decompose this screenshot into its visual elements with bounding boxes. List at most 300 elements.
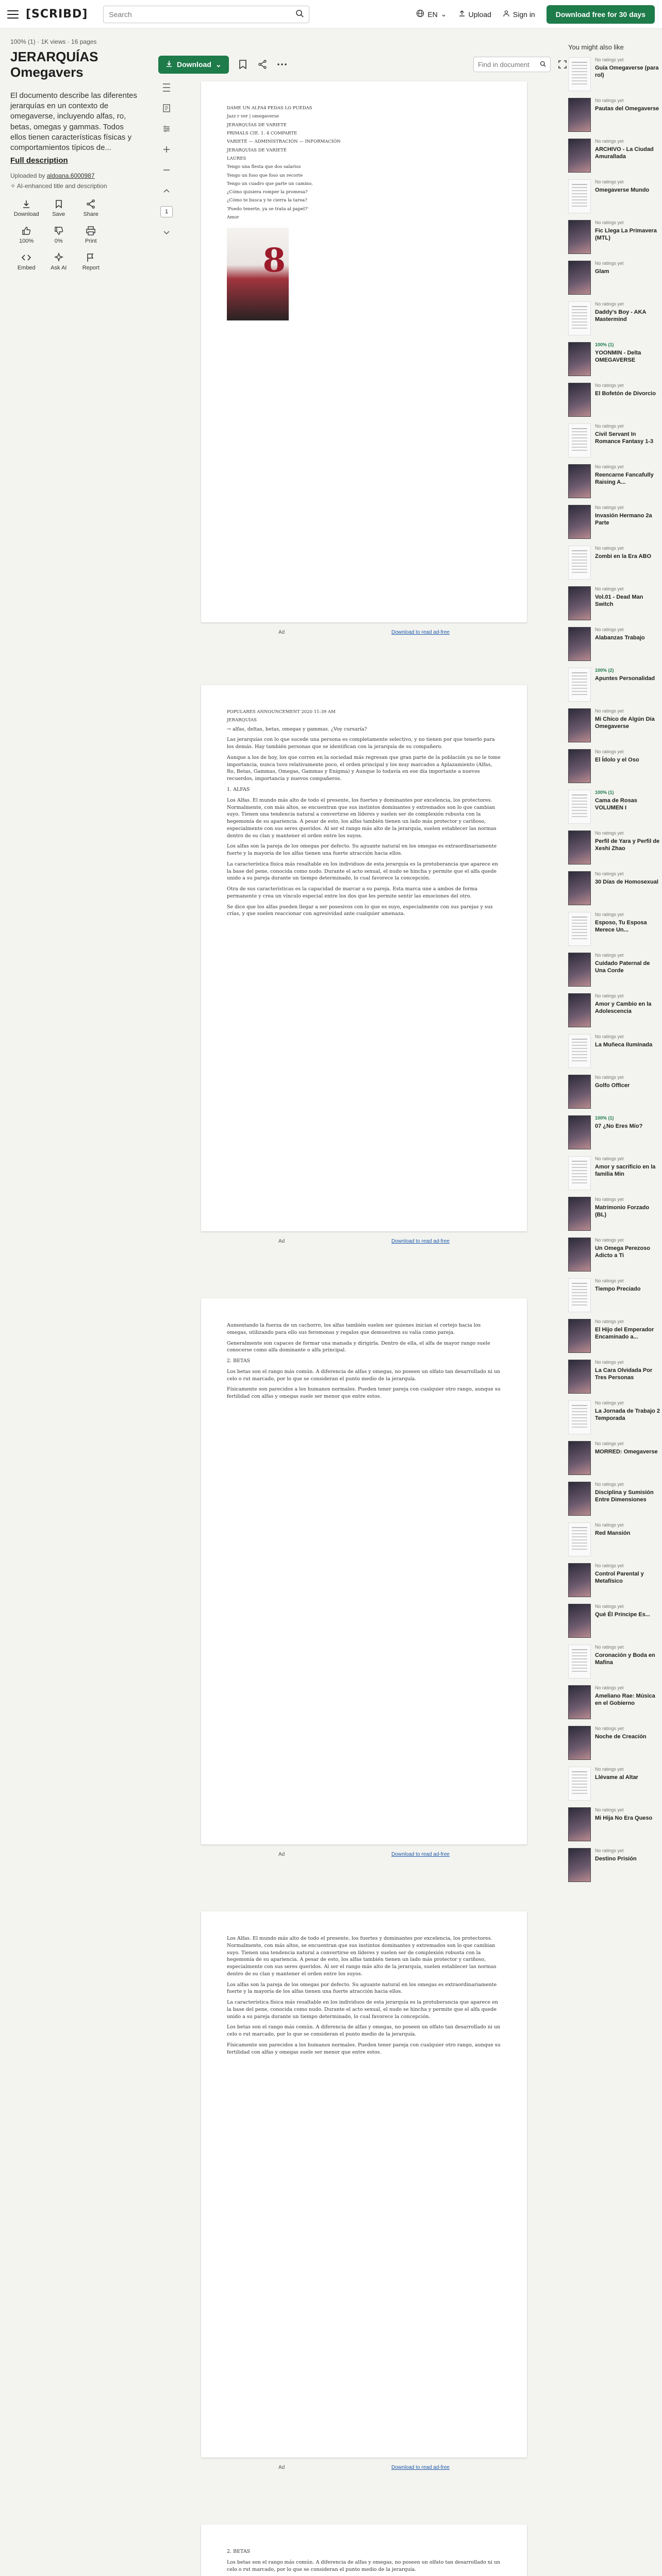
recommendation-thumbnail[interactable] [568,1563,591,1597]
recommendation-rating: No ratings yet [595,1075,624,1080]
recommendation-title[interactable]: 30 Días de Homosexual [595,878,658,885]
menu-icon[interactable] [7,10,19,19]
recommendations-sidebar [568,43,662,1887]
recommendation-title[interactable]: Alabanzas Trabajo [595,634,645,641]
recommendation-thumbnail[interactable] [568,464,591,498]
recommendation-rating: No ratings yet [595,1238,624,1243]
recommendation-info [595,831,662,867]
recommendation-thumbnail[interactable] [568,1482,591,1516]
ad-label: Ad [278,2465,285,2470]
recommendation-title[interactable]: Omegaverse Mundo [595,187,650,193]
recommendation-info [595,98,659,134]
recommendation-title[interactable]: Invasión Hermano 2a Parte [595,512,652,526]
recommendation-card[interactable] [568,1683,662,1724]
embed-action-label: Embed [17,265,36,272]
recommendation-info [595,1685,662,1722]
recommendation-card[interactable] [568,1561,662,1602]
page-text: 2. BETAS [227,1358,251,1364]
recommendation-card[interactable] [568,1195,662,1235]
recommendation-thumbnail[interactable] [568,1238,591,1272]
recommendation-rating: No ratings yet [595,57,624,62]
recommendation-thumbnail[interactable] [568,220,591,254]
recommendation-card[interactable] [568,299,662,340]
download-button[interactable] [158,56,229,74]
zoom-in-icon[interactable] [161,144,172,155]
recommendation-thumbnail[interactable] [568,139,591,173]
document-page-1 [201,81,527,622]
ask-ai-action[interactable] [43,252,75,271]
recommendation-card[interactable] [568,1398,662,1439]
page-text: Tengo una flesta que dos salarios [227,164,301,170]
recommendation-title[interactable]: Mi Chico de Algún Día Omegaverse [595,716,655,730]
document-page-2 [201,685,527,1231]
recommendation-card[interactable] [568,421,662,462]
page-text: → alfas, deltas, betas, omegas y gammas. ¿Voy cursaría? [227,726,367,732]
page-text: DAME UN ALFA4 PEDAS LO PUEDAS [227,106,312,111]
print-action[interactable] [75,226,107,244]
recommendation-info [595,871,658,908]
download-ad-free-link[interactable]: Download to read ad-free [391,1852,450,1857]
recommendation-title[interactable]: Amor y sacrificio en la familia Min [595,1163,656,1177]
recommendation-title[interactable]: Esposo, Tu Esposa Merece Un... [595,919,647,933]
fullscreen-icon[interactable] [557,59,568,70]
recommendation-info [595,1726,647,1762]
chevron-down-icon: ⌄ [215,60,222,69]
recommendation-info [595,749,639,786]
page-text: Los betas son el rango más común. A diferencia de alfas y omegas, no poseen un olfato tan desarrollado ni un celo o rut marcado, por lo que se consideran el punto medio de la jerarquía. [227,1368,501,1382]
recommendation-card[interactable] [568,1642,662,1683]
recommendation-rating: No ratings yet [595,1319,624,1324]
recommendation-title[interactable]: Noche de Creación [595,1733,647,1740]
recommendation-title[interactable]: El Ídolo y el Oso [595,756,639,763]
recommendation-card[interactable] [568,137,662,177]
find-in-document-input[interactable] [473,57,551,72]
embed-action[interactable] [10,252,43,271]
recommendation-thumbnail[interactable] [568,1645,591,1679]
recommendation-thumbnail[interactable] [568,1197,591,1231]
recommendation-title[interactable]: Qué Él Principe Es... [595,1611,650,1618]
recommendation-thumbnail[interactable] [568,1034,591,1068]
recommendation-title[interactable]: Glam [595,268,609,275]
recommendation-info [595,220,662,257]
thumbs-up-icon [21,226,31,236]
recommendation-thumbnail[interactable] [568,1522,591,1556]
sparkle-icon: ✧ [10,182,16,190]
download-ad-free-link[interactable]: Download to read ad-free [391,1239,450,1244]
recommendation-info [595,1522,630,1559]
recommendation-thumbnail[interactable] [568,342,591,376]
recommendation-info [595,1767,638,1803]
recommendation-card[interactable] [568,96,662,137]
recommendation-thumbnail[interactable] [568,708,591,742]
recommendation-thumbnail[interactable] [568,668,591,702]
share-icon[interactable] [257,59,268,70]
recommendation-info [595,1156,662,1193]
recommendation-rating: No ratings yet [595,1400,624,1405]
embed-icon [21,252,31,263]
recommendation-thumbnail[interactable] [568,749,591,783]
recommendation-thumbnail[interactable] [568,953,591,987]
recommendation-thumbnail[interactable] [568,1115,591,1149]
recommendation-title[interactable]: Destino Prisión [595,1855,637,1862]
recommendation-info [595,505,662,541]
ai-enhanced-note [10,182,139,190]
recommendations-heading: You might also like [568,43,624,51]
recommendation-title[interactable]: Civil Servant In Romance Fantasy 1-3 [595,431,654,445]
recommendation-rating: No ratings yet [595,953,624,958]
recommendation-thumbnail[interactable] [568,261,591,295]
recommendation-info [595,1115,642,1152]
recommendation-info [595,57,662,94]
recommendation-thumbnail[interactable] [568,586,591,620]
recommendation-title[interactable]: Coronación y Boda en Mafina [595,1652,655,1666]
recommendation-thumbnail[interactable] [568,505,591,539]
recommendation-title[interactable]: Golfo Officer [595,1082,630,1089]
recommendation-thumbnail[interactable] [568,627,591,661]
share-action-label: Share [83,211,98,218]
recommendation-card[interactable] [568,869,662,910]
recommendation-info [595,139,662,175]
recommendation-thumbnail[interactable] [568,993,591,1027]
report-action[interactable] [75,252,107,271]
recommendation-rating: No ratings yet [595,1482,624,1487]
recommendation-title[interactable]: La Muñeca Iluminada [595,1041,653,1048]
full-description-link[interactable]: Full description [10,156,68,165]
recommendation-rating: No ratings yet [595,749,624,754]
recommendation-rating: No ratings yet [595,871,624,876]
recommendation-card[interactable] [568,1724,662,1765]
page-text: La característica física más resaltable en los individuos de esta jerarquía es la protuberancia que aparece en la base del pene, conocida como nudo. Durante el acto sexual, el nudo se hincha y permite que el alfa quede unido a su pareja durante un tiempo determinado, lo cual favorece la concepción. [227,861,498,882]
recommendation-card[interactable] [568,991,662,1032]
recommendation-card[interactable] [568,503,662,544]
download-ad-free-link[interactable]: Download to read ad-free [391,2465,450,2470]
scribd-logo[interactable]: [SCRIBD] [26,8,88,21]
recommendation-thumbnail[interactable] [568,1767,591,1801]
recommendation-card[interactable] [568,55,662,96]
recommendation-thumbnail[interactable] [568,1726,591,1760]
ai-note-text: AI-enhanced title and description [16,182,107,190]
recommendation-rating: No ratings yet [595,1522,624,1528]
settings-icon[interactable] [161,124,172,134]
recommendation-card[interactable] [568,747,662,788]
empty-slot [107,199,140,217]
bookmark-icon [54,199,64,209]
recommendation-rating: No ratings yet [595,1034,624,1039]
recommendation-card[interactable] [568,706,662,747]
ad-bar [201,1852,527,1857]
page-text: Los betas son el rango más común. A diferencia de alfas y omegas, no poseen un olfato tan desarrollado ni un celo o rut marcado, por lo que se consideran el punto medio de la jerarquía. [227,2559,501,2572]
recommendation-card[interactable] [568,1846,662,1887]
download-icon [166,60,173,69]
recommendation-card[interactable] [568,1235,662,1276]
recommendation-title[interactable]: Zombi en la Era ABO [595,553,652,560]
recommendation-card[interactable] [568,584,662,625]
recommendation-card[interactable] [568,1276,662,1317]
recommendation-card[interactable] [568,1602,662,1642]
recommendation-title[interactable]: Pautas del Omegaverse [595,105,659,112]
ad-label: Ad [278,1239,285,1244]
recommendation-title[interactable]: Control Parental y Metafísico [595,1570,644,1584]
recommendation-title[interactable]: Cama de Rosas VOLUMEN I [595,797,637,811]
recommendation-rating: No ratings yet [595,1767,624,1772]
recommendation-rating: No ratings yet [595,586,624,591]
recommendation-card[interactable] [568,1073,662,1113]
dislike-percent: 0% [54,238,63,245]
page-text: Tengo un cuadro que parte un camino. [227,181,313,187]
recommendation-info [595,261,624,297]
recommendation-title[interactable]: Perfil de Yara y Perfil de Xeshi Zhao [595,838,660,852]
recommendation-card[interactable] [568,1113,662,1154]
recommendation-title[interactable]: Ameliano Rae: Música en el Gobierno [595,1692,655,1706]
recommendation-card[interactable] [568,1358,662,1398]
document-page-3 [201,1298,527,1844]
recommendation-card[interactable] [568,910,662,951]
download-action[interactable] [10,199,43,217]
save-action-label: Save [52,211,65,218]
recommendation-card[interactable] [568,1520,662,1561]
recommendation-title[interactable]: Llévame al Altar [595,1774,638,1781]
bookmark-icon[interactable] [237,59,249,70]
recommendation-title[interactable]: El Bofetón de Divorcio [595,390,656,397]
recommendation-rating: No ratings yet [595,220,624,225]
recommendation-card[interactable] [568,1154,662,1195]
recommendation-thumbnail[interactable] [568,1400,591,1434]
recommendation-rating: No ratings yet [595,261,624,266]
recommendation-title[interactable]: Vol.01 - Dead Man Switch [595,594,643,607]
recommendation-rating: No ratings yet [595,98,624,103]
recommendation-rating: No ratings yet [595,1685,624,1690]
recommendation-card[interactable] [568,1805,662,1846]
document-icon[interactable] [161,103,172,113]
recommendation-title[interactable]: Un Omega Perezoso Adicto a Ti [595,1245,650,1259]
recommendation-thumbnail[interactable] [568,1604,591,1638]
recommendation-card[interactable] [568,462,662,503]
page-text: La característica física más resaltable en los individuos de esta jerarquía es la protuberancia que aparece en la base del pene, conocida como nudo. Durante el acto sexual, el nudo se hincha y permite que el alfa quede unido a su pareja durante un tiempo determinado, lo cual favorece la concepción. [227,1999,498,2020]
page-text: Amor [227,215,239,221]
recommendation-rating: 100% (2) [595,668,614,673]
share-action[interactable] [75,199,107,217]
recommendation-title[interactable]: 07 ¿No Eres Mío? [595,1123,643,1129]
uploader-line [10,172,139,179]
empty-slot-2 [107,226,140,244]
recommendation-card[interactable] [568,1032,662,1073]
recommendation-card[interactable] [568,1765,662,1805]
recommendation-thumbnail[interactable] [568,301,591,335]
recommendation-title[interactable]: MORRED: Omegaverse [595,1448,658,1455]
zoom-out-icon[interactable] [161,165,172,175]
recommendation-title[interactable]: Reencarne Fancafully Raising A... [595,471,654,485]
page-text: Aumentando la fuerza de un cachorro, los alfas también suelen ser quienes inician el cortejo hacia los omegas, utilizando para ello sus feromonas y regalos que demuestren su valía como pareja. [227,1323,481,1335]
language-label: EN [427,10,438,19]
recommendation-thumbnail[interactable] [568,1156,591,1190]
recommendation-card[interactable] [568,1480,662,1520]
recommendations-list [568,55,662,1887]
recommendation-card[interactable] [568,340,662,381]
upload-button[interactable] [458,10,491,19]
next-page-icon[interactable] [161,228,172,238]
grid-view-icon[interactable] [161,82,172,93]
page-text: Los alfas son la pareja de los omegas por defecto. Su aguante natural en los omegas es extraordinariamente fuerte y la mayoría de los alfas tienen una fuerte atracción hacia ellos. [227,843,497,857]
recommendation-title[interactable]: Disciplina y Sumisión Entre Dimensiones [595,1489,654,1503]
previous-page-icon[interactable] [161,185,172,196]
recommendation-thumbnail[interactable] [568,179,591,213]
ad-bar [201,630,527,635]
recommendation-info [595,1848,637,1885]
recommendation-thumbnail[interactable] [568,98,591,132]
sign-in-button[interactable] [503,10,535,19]
page-text: Los alfas son la pareja de los omegas por defecto. Su aguante natural en los omegas es extraordinariamente fuerte y la mayoría de los alfas tienen una fuerte atracción hacia ellos. [227,1981,497,1995]
recommendation-title[interactable]: Red Mansión [595,1530,631,1536]
recommendation-card[interactable] [568,951,662,991]
recommendation-rating: No ratings yet [595,1197,624,1202]
more-options-icon[interactable] [276,59,288,70]
search-input[interactable] [103,6,309,23]
free-trial-button[interactable]: Download free for 30 days [547,5,655,24]
recommendation-info [595,1400,662,1437]
recommendation-thumbnail[interactable] [568,1441,591,1475]
recommendation-title[interactable]: Fic Llega La Primavera (MTL) [595,227,657,241]
recommendation-rating: No ratings yet [595,627,624,632]
recommendation-thumbnail[interactable] [568,423,591,457]
find-placeholder: Find in document [478,60,529,69]
recommendation-title[interactable]: La Jornada de Trabajo 2 Temporada [595,1408,660,1421]
recommendation-rating: No ratings yet [595,139,624,144]
recommendation-title[interactable]: Cuidado Paternal de Una Corde [595,960,650,974]
recommendation-thumbnail[interactable] [568,383,591,417]
recommendation-thumbnail[interactable] [568,1360,591,1394]
language-selector[interactable] [416,9,446,19]
recommendation-card[interactable] [568,259,662,299]
recommendation-rating: No ratings yet [595,912,624,917]
page-text: Los betas son el rango más común. A diferencia de alfas y omegas, no poseen un olfato tan desarrollado ni un celo o rut marcado, por lo que se consideran el punto medio de la jerarquía. [227,2024,501,2038]
recommendation-rating: No ratings yet [595,546,624,551]
recommendation-info [595,1278,640,1315]
download-ad-free-link[interactable]: Download to read ad-free [391,630,450,635]
recommendation-card[interactable] [568,1317,662,1358]
recommendation-title[interactable]: Guía Omegaverse (para rol) [595,64,659,78]
recommendation-thumbnail[interactable] [568,831,591,865]
recommendation-card[interactable] [568,177,662,218]
ad-bar [201,2465,527,2470]
recommendation-card[interactable] [568,1439,662,1480]
recommendation-title[interactable]: Matrimonio Forzado (BL) [595,1204,650,1218]
document-toolbar [158,53,568,76]
page-text: Jazz r ver | omegaverse [227,114,279,120]
download-action-label: Download [13,211,39,218]
recommendation-rating: No ratings yet [595,1848,624,1853]
flag-icon [86,252,96,263]
recommendation-thumbnail[interactable] [568,1685,591,1719]
recommendation-thumbnail[interactable] [568,912,591,946]
recommendation-info [595,668,655,704]
recommendation-thumbnail[interactable] [568,871,591,905]
ad-label: Ad [278,1852,285,1857]
recommendation-rating: No ratings yet [595,1278,624,1283]
download-icon [21,199,31,209]
recommendation-title[interactable]: ARCHIVO - La Ciudad Amurallada [595,146,654,160]
uploader-link[interactable]: aldoana.6000987 [46,172,95,180]
recommendation-info [595,1034,652,1071]
recommendation-title[interactable]: La Cara Olvidada Por Tres Personas [595,1367,653,1381]
recommendation-info [595,912,662,948]
page-number-input[interactable]: 1 [160,206,173,217]
dislike-action[interactable] [43,226,75,244]
recommendation-title[interactable]: Mi Hija No Era Queso [595,1815,653,1821]
ask-ai-action-label: Ask AI [51,265,67,272]
document-title: JERARQUÍAS Omegavers [10,49,98,80]
recommendation-title[interactable]: Daddy's Boy - AKA Mastermind [595,309,646,323]
search-icon[interactable] [295,9,304,19]
uploaded-prefix: Uploaded by [10,172,45,180]
sparkle-icon [54,252,64,263]
chevron-down-icon: ⌄ [440,10,447,18]
ad-bar [201,1239,527,1244]
recommendation-card[interactable] [568,218,662,259]
save-action[interactable] [43,199,75,217]
page-text: 2. BETAS [227,2549,251,2554]
recommendation-title[interactable]: Apuntes Personalidad [595,675,655,682]
recommendation-info [595,993,662,1030]
page-text: Los Alfas. El mundo más alto de todo el presente, los fuertes y dominantes por excelencia, los protectores. Normalmente, con más altos, se encuentran que sus instintos dominantes y extremados son lo que cambian suyo. Tienen una tendencia natural a convertirse en líderes y suelen ser de complexión robusta con la hegemonía de su apariencia. A pesar de esto, los alfas también tienen un lado más protector y cariñoso, especialmente con sus seres queridos. Al ser el rango más alto de la jerarquía, suelen establecer las normas dentro de su clan y mantener el orden entre los suyos. [227,1936,496,1977]
ad-label: Ad [278,630,285,635]
recommendation-info [595,1441,658,1478]
recommendation-info [595,464,662,501]
globe-icon [416,9,424,19]
recommendation-card[interactable] [568,381,662,421]
recommendation-info [595,1360,662,1396]
recommendation-thumbnail[interactable] [568,57,591,91]
recommendation-info [595,546,651,582]
recommendation-card[interactable] [568,828,662,869]
recommendation-thumbnail[interactable] [568,1319,591,1353]
recommendation-rating: No ratings yet [595,1645,624,1650]
recommendation-thumbnail[interactable] [568,1807,591,1841]
recommendation-rating: 100% (1) [595,790,614,795]
recommendation-rating: 100% (1) [595,342,614,347]
recommendation-info [595,179,649,216]
recommendation-title[interactable]: YOONMIN - Delta OMEGAVERSE [595,349,641,363]
recommendation-thumbnail[interactable] [568,1075,591,1109]
recommendation-info [595,708,662,745]
recommendation-rating: No ratings yet [595,1807,624,1812]
recommendation-info [595,1319,662,1355]
user-icon [503,10,510,19]
share-icon [86,199,96,209]
recommendation-thumbnail[interactable] [568,790,591,824]
recommendation-thumbnail[interactable] [568,1848,591,1882]
page-text: Tengo un foso que foso un recorte [227,173,303,178]
recommendation-title[interactable]: Amor y Cambio en la Adolescencia [595,1001,652,1014]
upload-label: Upload [468,10,491,19]
document-info-panel [0,29,150,280]
page-text: Otra de sus características es la capacidad de marcar a su pareja. Esta marca une a ambos de forma permanente y crea un vínculo especial entre los dos que les permite sentir las emociones del otro. [227,886,478,899]
recommendation-thumbnail[interactable] [568,1278,591,1312]
upload-icon [458,10,466,19]
recommendation-thumbnail[interactable] [568,546,591,580]
recommendation-card[interactable] [568,788,662,828]
page-text: POPULARES ANNOUNCEMENT 2020 11:39 AM [227,709,336,715]
document-page-5 [201,2524,527,2576]
recommendation-card[interactable] [568,625,662,666]
recommendation-card[interactable] [568,544,662,584]
like-action[interactable] [10,226,43,244]
recommendation-title[interactable]: El Hijo del Emperador Encaminado a... [595,1326,654,1340]
document-description: El documento describe las diferentes jerarquías en un contexto de omegaverse, incluyendo alfas, ro, betas, omegas y gammas. Todos ellos tienen características físicas y comportamientos típicos de... [10,91,137,152]
recommendation-title[interactable]: Tiempo Preciado [595,1285,641,1292]
recommendation-card[interactable] [568,666,662,706]
recommendation-info [595,342,662,379]
recommendation-info [595,790,662,826]
